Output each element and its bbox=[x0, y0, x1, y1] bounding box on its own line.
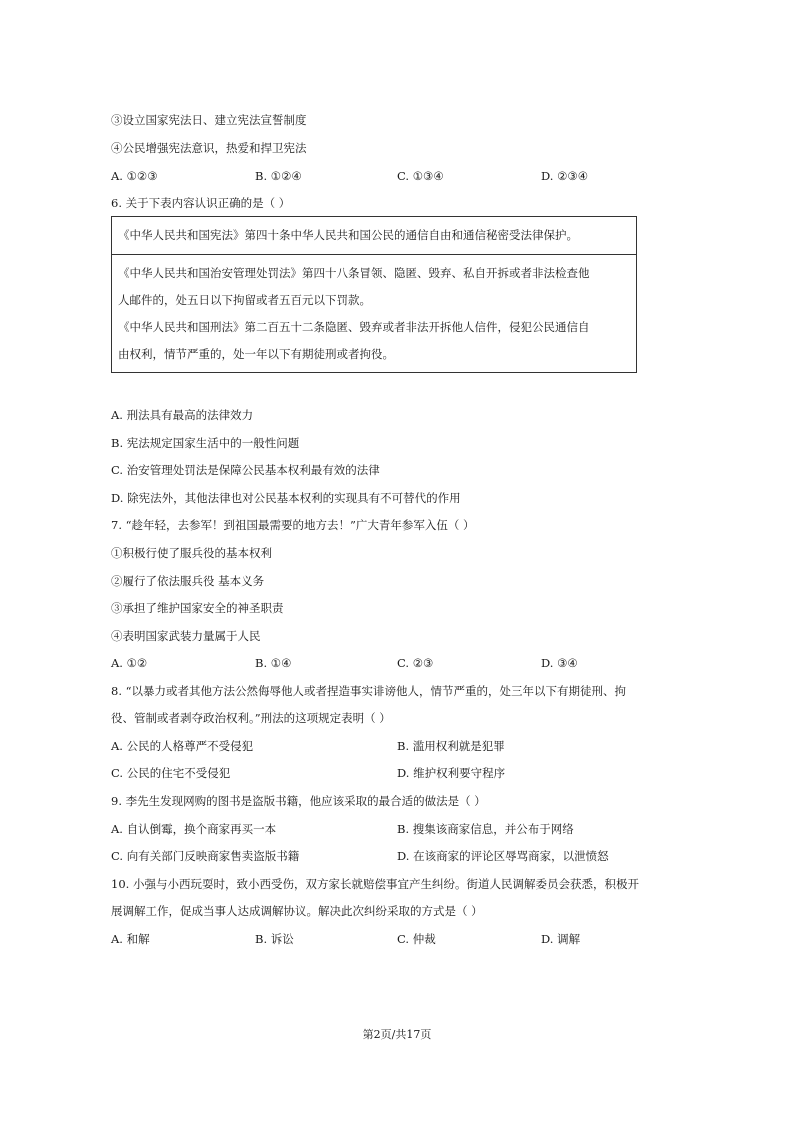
q8-option-b: B. 滥用权利就是犯罪 bbox=[397, 739, 505, 753]
page-number-footer: 第2页/共17页 bbox=[362, 1028, 432, 1041]
q8-option-a: A. 公民的人格尊严不受侵犯 bbox=[111, 739, 254, 753]
q7-option-a: A. ①② bbox=[111, 656, 148, 670]
q9-stem: 9. 李先生发现网购的图书是盗版书籍，他应该采取的最合适的做法是（ ） bbox=[111, 794, 486, 808]
q9-option-a: A. 自认倒霉，换个商家再买一本 bbox=[111, 822, 277, 836]
q9-option-b: B. 搜集该商家信息，并公布于网络 bbox=[397, 822, 574, 836]
q7-item-1: ①积极行使了服兵役的基本权利 bbox=[111, 546, 272, 560]
q10-option-d: D. 调解 bbox=[541, 932, 581, 946]
q7-item-2: ②履行了依法服兵役 基本义务 bbox=[111, 574, 265, 588]
q6-table-row-criminal-law-2: 由权利，情节严重的，处一年以下有期徒刑或者拘役。 bbox=[118, 347, 394, 361]
q8-option-c: C. 公民的住宅不受侵犯 bbox=[111, 766, 231, 780]
q7-option-d: D. ③④ bbox=[541, 656, 578, 670]
q7-option-c: C. ②③ bbox=[397, 656, 434, 670]
q10-option-b: B. 诉讼 bbox=[255, 932, 294, 946]
q6-table-row-security-law-2: 人邮件的，处五日以下拘留或者五百元以下罚款。 bbox=[118, 293, 371, 307]
q6-law-table bbox=[111, 216, 637, 373]
q6-table-row-constitution: 《中华人民共和国宪法》第四十条中华人民共和国公民的通信自由和通信秘密受法律保护。 bbox=[118, 228, 578, 242]
q6-option-d: D. 除宪法外，其他法律也对公民基本权利的实现具有不可替代的作用 bbox=[111, 491, 461, 505]
q5-item-3: ③设立国家宪法日、建立宪法宣誓制度 bbox=[111, 113, 307, 127]
q6-option-b: B. 宪法规定国家生活中的一般性问题 bbox=[111, 436, 300, 450]
q10-option-c: C. 仲裁 bbox=[397, 932, 436, 946]
q7-stem: 7. “趁年轻，去参军！到祖国最需要的地方去！”广大青年参军入伍（ ） bbox=[111, 518, 475, 532]
q5-item-4: ④公民增强宪法意识，热爱和捍卫宪法 bbox=[111, 141, 307, 155]
q5-option-d: D. ②③④ bbox=[541, 169, 589, 183]
q10-stem-line-1: 10. 小强与小西玩耍时，致小西受伤，双方家长就赔偿事宜产生纠纷。街道人民调解委员会获悉，积极开 bbox=[111, 877, 639, 891]
q10-option-a: A. 和解 bbox=[111, 932, 150, 946]
q5-option-b: B. ①②④ bbox=[255, 169, 302, 183]
q6-table-divider bbox=[112, 254, 636, 255]
q8-option-d: D. 维护权利要守程序 bbox=[397, 766, 506, 780]
q9-option-d: D. 在该商家的评论区辱骂商家，以泄愤怒 bbox=[397, 849, 609, 863]
q5-option-c: C. ①③④ bbox=[397, 169, 444, 183]
q7-item-3: ③承担了维护国家安全的神圣职责 bbox=[111, 601, 284, 615]
q6-option-a: A. 刑法具有最高的法律效力 bbox=[111, 408, 254, 422]
q6-option-c: C. 治安管理处罚法是保障公民基本权利最有效的法律 bbox=[111, 463, 380, 477]
q9-option-c: C. 向有关部门反映商家售卖盗版书籍 bbox=[111, 849, 300, 863]
q6-table-row-criminal-law-1: 《中华人民共和国刑法》第二百五十二条隐匿、毁弃或者非法开拆他人信件，侵犯公民通信自 bbox=[118, 320, 590, 334]
q5-option-a: A. ①②③ bbox=[111, 169, 158, 183]
q7-item-4: ④表明国家武装力量属于人民 bbox=[111, 629, 261, 643]
q10-stem-line-2: 展调解工作，促成当事人达成调解协议。解决此次纠纷采取的方式是（ ） bbox=[111, 904, 483, 918]
q7-option-b: B. ①④ bbox=[255, 656, 292, 670]
q6-stem: 6. 关于下表内容认识正确的是（ ） bbox=[111, 196, 291, 210]
q8-stem-line-1: 8. “以暴力或者其他方法公然侮辱他人或者捏造事实诽谤他人，情节严重的，处三年以下有期徒刑、拘 bbox=[111, 684, 627, 698]
q6-table-row-security-law-1: 《中华人民共和国治安管理处罚法》第四十八条冒领、隐匿、毁弃、私自开拆或者非法检查他 bbox=[118, 266, 590, 280]
q8-stem-line-2: 役、管制或者剥夺政治权利。”刑法的这项规定表明（ ） bbox=[111, 711, 391, 725]
